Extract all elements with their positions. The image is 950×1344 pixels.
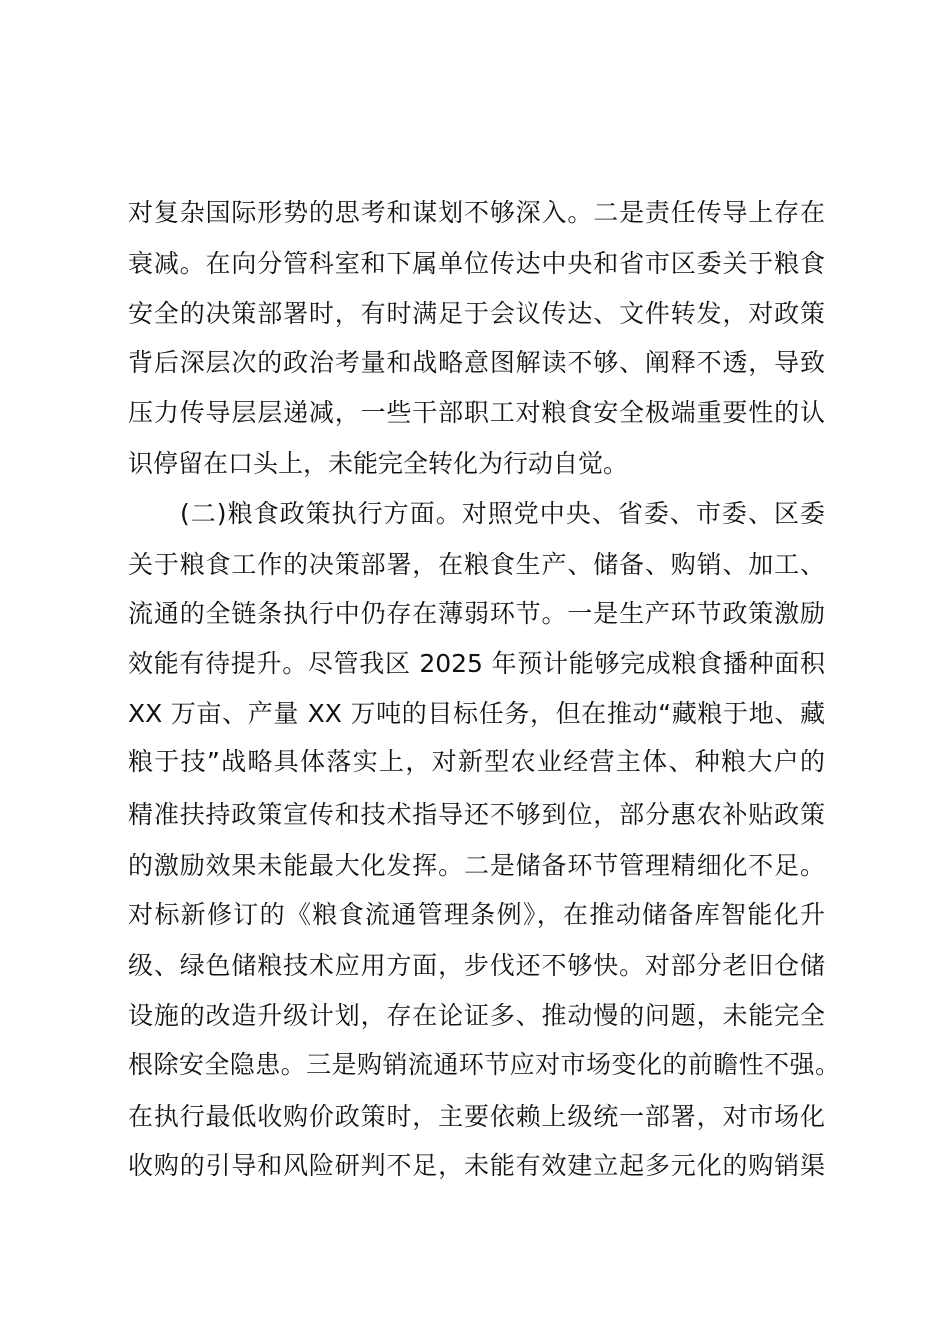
text-line: 衰减。在向分管科室和下属单位传达中央和省市区委关于粮食 <box>128 249 825 278</box>
text-line: 安全的决策部署时，有时满足于会议传达、文件转发，对政策 <box>128 299 825 328</box>
text-line: 级、绿色储粮技术应用方面，步伐还不够快。对部分老旧仓储 <box>128 951 825 980</box>
text-line: 对标新修订的《粮食流通管理条例》，在推动储备库智能化升 <box>128 900 825 929</box>
text-line: 效能有待提升。尽管我区 2025 年预计能够完成粮食播种面积 <box>128 649 825 678</box>
text-line: 关于粮食工作的决策部署，在粮食生产、储备、购销、加工、 <box>128 550 825 579</box>
text-line: XX 万亩、产量 XX 万吨的目标任务，但在推动“藏粮于地、藏 <box>128 699 825 728</box>
text-line: 收购的引导和风险研判不足，未能有效建立起多元化的购销渠 <box>128 1151 825 1180</box>
text-line: 根除安全隐患。三是购销流通环节应对市场变化的前瞻性不强。 <box>128 1050 840 1079</box>
text-line: 背后深层次的政治考量和战略意图解读不够、阐释不透，导致 <box>128 348 825 377</box>
text-line: 的激励效果未能最大化发挥。二是储备环节管理精细化不足。 <box>128 851 825 880</box>
text-line: 粮于技”战略具体落实上，对新型农业经营主体、种粮大户的 <box>128 747 825 776</box>
text-line: 压力传导层层递减，一些干部职工对粮食安全极端重要性的认 <box>128 398 825 427</box>
text-line: 流通的全链条执行中仍存在薄弱环节。一是生产环节政策激励 <box>128 599 825 628</box>
section-heading-line: (二)粮食政策执行方面。对照党中央、省委、市委、区委 <box>180 499 825 528</box>
text-line: 对复杂国际形势的思考和谋划不够深入。二是责任传导上存在 <box>128 198 825 227</box>
text-line: 识停留在口头上，未能完全转化为行动自觉。 <box>128 449 629 478</box>
text-line: 设施的改造升级计划，存在论证多、推动慢的问题，未能完全 <box>128 1001 825 1030</box>
text-line: 在执行最低收购价政策时，主要依赖上级统一部署，对市场化 <box>128 1102 825 1131</box>
text-line: 精准扶持政策宣传和技术指导还不够到位，部分惠农补贴政策 <box>128 800 825 829</box>
